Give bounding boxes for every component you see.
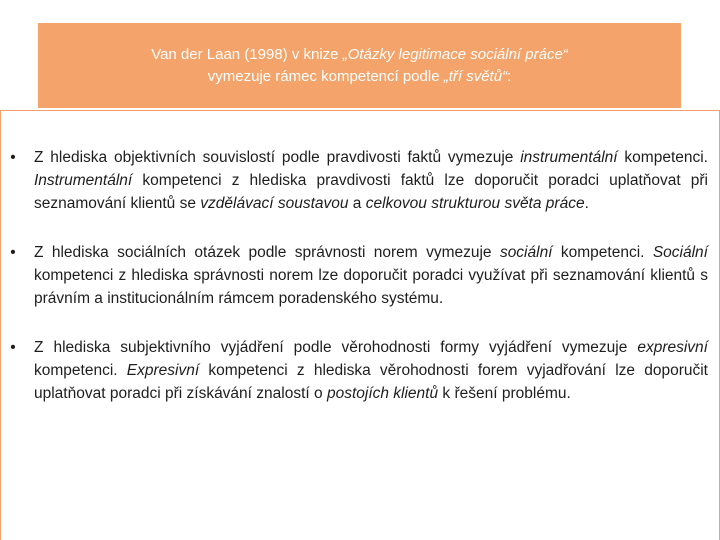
- bullet-icon: •: [10, 149, 16, 166]
- text-segment: Z hlediska sociálních otázek podle správnosti norem vymezuje: [34, 244, 500, 261]
- title-line-2-text: vymezuje rámec kompetencí podle: [207, 67, 444, 85]
- text-segment: kompetenci z hlediska správnosti norem lze doporučit poradci využívat při seznamování klientů s právním a institucionálním rámcem poradenského systému.: [34, 267, 708, 307]
- title-line-2-colon: :: [507, 67, 512, 85]
- competence-list: [0, 141, 720, 405]
- text-segment: Z hlediska subjektivního vyjádření podle věrohodnosti formy vyjádření vymezuje: [34, 339, 638, 356]
- three-worlds-term: „tří světů“: [443, 67, 508, 85]
- book-title: „Otázky legitimace sociální práce“: [342, 45, 568, 63]
- emphasis: sociální: [499, 244, 553, 261]
- title-line-1: [151, 44, 568, 66]
- emphasis: vzdělávací soustavou: [200, 195, 349, 212]
- emphasis: postojích klientů: [326, 385, 439, 402]
- list-item-social: [0, 241, 720, 310]
- text-segment: .: [584, 195, 589, 212]
- text-segment: kompetenci z hlediska pravdivosti faktů lze doporučit poradci uplatňovat při seznamování klientů se: [34, 172, 708, 212]
- bullet-icon: •: [10, 244, 16, 261]
- text-segment: k řešení problému.: [438, 385, 571, 402]
- text-segment: Z hlediska objektivních souvislostí podle pravdivosti faktů vymezuje: [34, 149, 521, 166]
- emphasis: expresivní: [637, 339, 708, 356]
- text-segment: kompetenci z hlediska věrohodnosti forem vyjadřování lze doporučit uplatňovat poradci při získávání znalostí o: [34, 362, 708, 402]
- title-line-1-text: Van der Laan (1998) v knize: [151, 45, 343, 63]
- list-item-expressive: [0, 336, 720, 405]
- emphasis: celkovou strukturou světa práce: [365, 195, 585, 212]
- text-segment: kompetenci.: [552, 244, 653, 261]
- list-item-instrumental: [0, 146, 720, 215]
- title-line-2: [208, 66, 511, 88]
- text-segment: kompetenci.: [617, 149, 708, 166]
- emphasis: Sociální: [652, 244, 708, 261]
- text-segment: a: [348, 195, 366, 212]
- title-box: [38, 23, 681, 108]
- emphasis: Instrumentální: [34, 172, 133, 189]
- text-segment: kompetenci.: [34, 362, 127, 379]
- bullet-icon: •: [10, 339, 16, 356]
- emphasis: Expresivní: [126, 362, 200, 379]
- emphasis: instrumentální: [520, 149, 618, 166]
